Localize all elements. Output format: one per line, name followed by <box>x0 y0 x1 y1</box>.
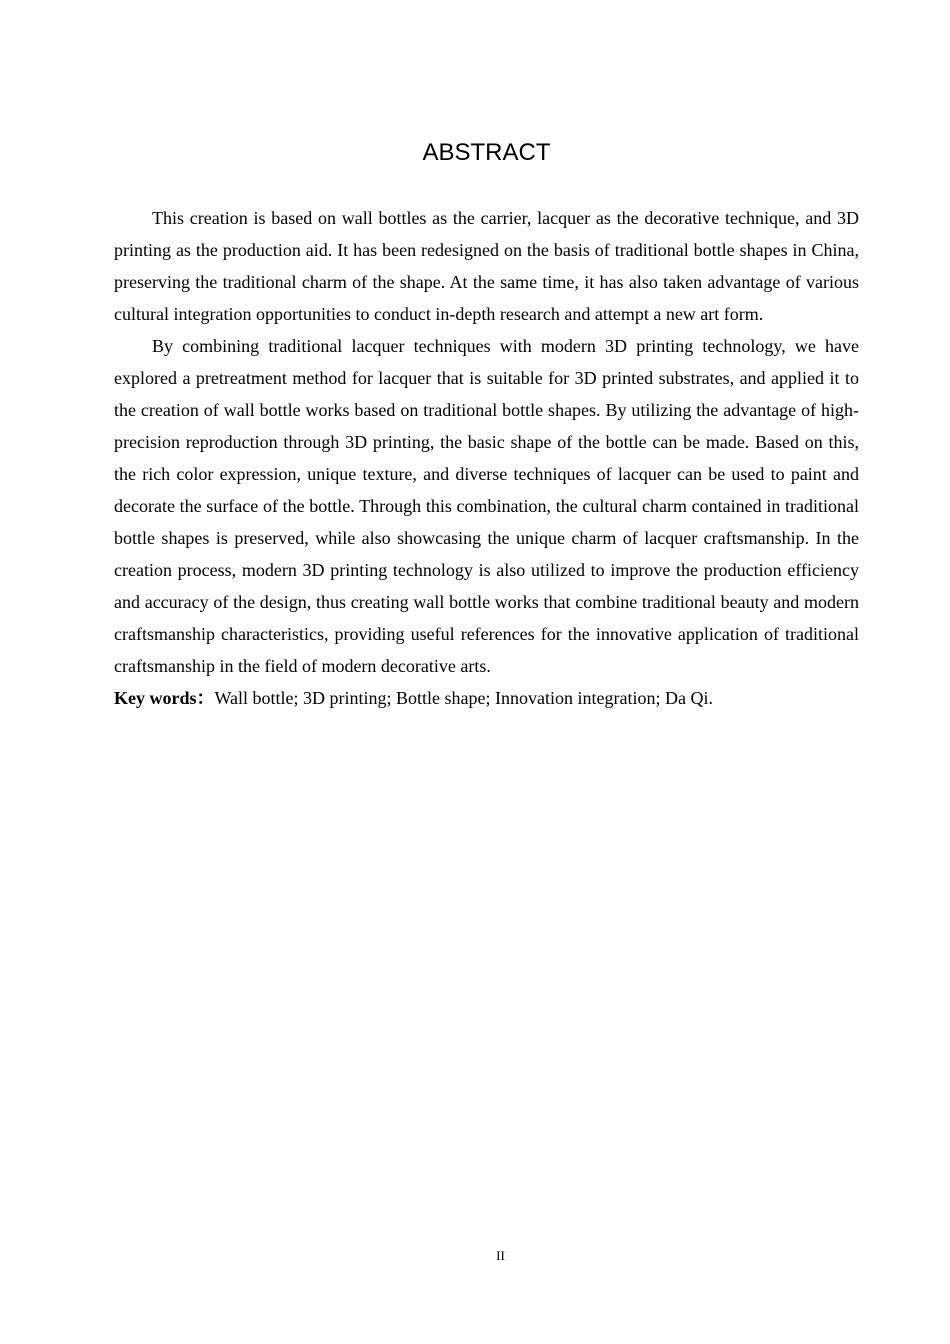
page-number: II <box>496 1248 505 1263</box>
keywords-text: Wall bottle; 3D printing; Bottle shape; Innovation integration; Da Qi. <box>214 688 713 708</box>
abstract-paragraph-2: By combining traditional lacquer techniques with modern 3D printing technology, we have explored a pretreatment method for lacquer that is suitable for 3D printed substrates, and applied it to the creation of wall bottle works based on traditional bottle shapes. By utilizing the advantage of high-precision reproduction through 3D printing, the basic shape of the bottle can be made. Based on this, the rich color expression, unique texture, and diverse techniques of lacquer can be used to paint and decorate the surface of the bottle. Through this combination, the cultural charm contained in traditional bottle shapes is preserved, while also showcasing the unique charm of lacquer craftsmanship. In the creation process, modern 3D printing technology is also utilized to improve the production efficiency and accuracy of the design, thus creating wall bottle works that combine traditional beauty and modern craftsmanship characteristics, providing useful references for the innovative application of traditional craftsmanship in the field of modern decorative arts. <box>114 336 859 676</box>
abstract-body <box>114 202 859 714</box>
keywords-line <box>114 682 859 714</box>
abstract-paragraph-1: This creation is based on wall bottles as the carrier, lacquer as the decorative technique, and 3D printing as the production aid. It has been redesigned on the basis of traditional bottle shapes in China, preserving the traditional charm of the shape. At the same time, it has also taken advantage of various cultural integration opportunities to conduct in-depth research and attempt a new art form. <box>114 208 859 324</box>
keywords-label: Key words： <box>114 688 215 708</box>
page-title: ABSTRACT <box>422 139 551 166</box>
